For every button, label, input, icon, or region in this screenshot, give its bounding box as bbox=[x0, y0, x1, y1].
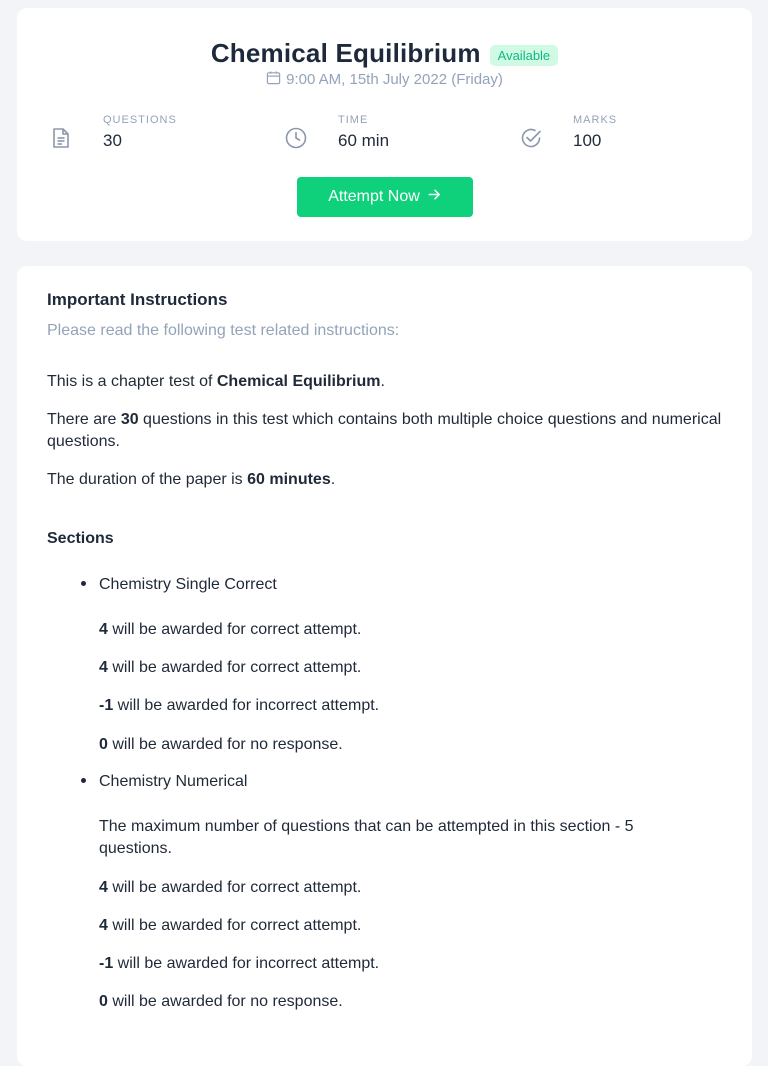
duration-value: 60 minutes bbox=[247, 471, 331, 488]
test-stats bbox=[17, 112, 752, 162]
marking-rule: 4 will be awarded for correct attempt. bbox=[99, 621, 362, 638]
test-title: Chemical Equilibrium bbox=[210, 38, 481, 68]
calendar-icon bbox=[266, 70, 281, 89]
schedule-datetime: 9:00 AM, 15th July 2022 (Friday) bbox=[286, 71, 503, 88]
chapter-paragraph: This is a chapter test of Chemical Equilibrium. bbox=[47, 373, 385, 390]
stat-questions bbox=[49, 112, 177, 151]
instructions-title: Important Instructions bbox=[47, 290, 228, 309]
question-count: 30 bbox=[120, 411, 139, 428]
marking-rule: 0 will be awarded for no response. bbox=[99, 736, 343, 753]
chapter-name: Chemical Equilibrium bbox=[216, 373, 381, 390]
instructions-card bbox=[17, 266, 752, 1066]
stat-marks bbox=[519, 112, 617, 151]
status-badge: Available bbox=[490, 45, 559, 66]
duration-paragraph: The duration of the paper is 60 minutes. bbox=[47, 471, 336, 488]
clock-icon bbox=[284, 126, 308, 150]
marking-rule: -1 will be awarded for incorrect attempt. bbox=[99, 697, 380, 714]
attempt-now-button[interactable] bbox=[297, 177, 473, 217]
marking-rule: 4 will be awarded for correct attempt. bbox=[99, 879, 362, 896]
time-value: 60 min bbox=[338, 131, 390, 150]
questions-value: 30 bbox=[103, 131, 122, 150]
title-row bbox=[17, 38, 752, 69]
section-name: Chemistry Single Correct bbox=[99, 576, 277, 593]
marking-rule: 4 will be awarded for correct attempt. bbox=[99, 917, 362, 934]
check-circle-icon bbox=[519, 126, 543, 150]
marking-rule: 4 will be awarded for correct attempt. bbox=[99, 659, 362, 676]
instructions-subtitle: Please read the following test related instructions: bbox=[47, 322, 400, 339]
stat-time bbox=[284, 112, 389, 151]
questions-label: QUESTIONS bbox=[103, 114, 177, 126]
schedule-row bbox=[17, 70, 752, 89]
marks-value: 100 bbox=[573, 131, 602, 150]
section-name: Chemistry Numerical bbox=[99, 773, 248, 790]
arrow-right-icon bbox=[427, 187, 442, 207]
marking-rule: -1 will be awarded for incorrect attempt. bbox=[99, 955, 380, 972]
question-count-paragraph: There are 30 questions in this test which contains both multiple choice questions and numerical questions. bbox=[47, 411, 722, 450]
marking-rule: 0 will be awarded for no response. bbox=[99, 993, 343, 1010]
document-icon bbox=[49, 126, 73, 150]
section-note: The maximum number of questions that can be attempted in this section - 5 questions. bbox=[99, 818, 634, 857]
test-header-card bbox=[17, 8, 752, 241]
attempt-now-label: Attempt Now bbox=[328, 188, 420, 205]
bullet bbox=[79, 577, 89, 587]
time-label: TIME bbox=[338, 114, 369, 126]
sections-title: Sections bbox=[47, 530, 114, 547]
marks-label: MARKS bbox=[573, 114, 618, 126]
bullet bbox=[79, 774, 89, 784]
